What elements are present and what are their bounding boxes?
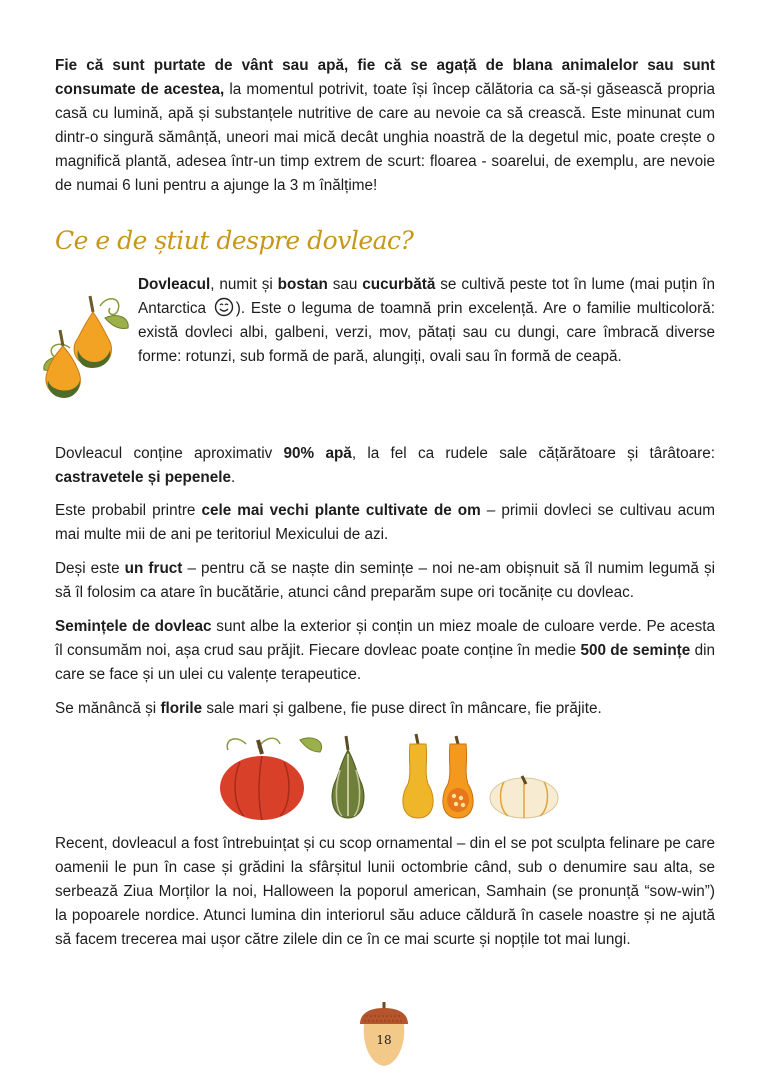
flowers-text-1: Se mănâncă și: [55, 700, 161, 717]
dovleac-text-2: sau: [327, 276, 363, 293]
intro-text: la momentul potrivit, toate își încep călătoria ca să-și găsească propria casă cu lumină, apă și substanțele nutritive de care au nevoie ca să crească. Este minunat cum dintr-o singură sămânță, uneori mai mică decât unghia noastră de la degetul mic, poate crește o magnifică plantă, adesea într-un timp extrem de scurt: floarea - soarelui, de exemplu, are nevoie de numai 6 luni pentru a ajunge la 3 m înălțime!: [55, 81, 715, 194]
water-paragraph: [55, 442, 715, 490]
seeds-text-1: sunt albe la exterior și conțin un miez moale de culoare verde. Pe acesta îl consumăm noi, așa crud sau prăjit. Fiecare dovleac poate conține în medie: [55, 618, 715, 659]
section-heading: Ce e de știut despre dovleac?: [55, 226, 414, 255]
dovleac-text-3: se cultivă peste tot în lume (mai puțin în Antarctica: [138, 276, 716, 317]
fruit-text-1: Deși este: [55, 560, 125, 577]
old-plants-paragraph: [55, 499, 715, 547]
fruit-bold-1: un fruct: [124, 560, 183, 577]
flowers-bold-1: florile: [160, 700, 203, 717]
water-text-2: , la fel ca rudele sale cățărătoare și târâtoare:: [351, 445, 715, 462]
water-bold-1: 90% apă: [283, 445, 352, 462]
dovleac-text-4: ). Este o leguma de toamnă prin excelență. Are o familie multicoloră: există dovleci albi, galbeni, verzi, mov, pătați sau cu dungi, care îmbracă diverse forme: rotunzi, sub formă de pară, alungiți, ovali sau în formă de ceapă.: [138, 300, 715, 365]
seeds-bold-1: Semințele de dovleac: [55, 618, 212, 635]
dovleac-paragraph: [138, 273, 715, 369]
old-text-1: Este probabil printre: [55, 502, 202, 519]
water-bold-2: castravetele și pepenele: [55, 469, 232, 486]
halloween-paragraph: Recent, dovleacul a fost întrebuințat și cu scop ornamental – din el se pot sculpta felinare pe care oamenii le pun în case și grădini la sfârșitul lunii octombrie când, sub o denumire sau alta, se serbează Ziua Morților la noi, Halloween la poporul american, Samhain (se pronunță “sow-win”) la popoarele nordice. Atunci lumina din interiorul său aduce căldură în casele noastre și ne ajută să facem trecerea mai ușor către zilele din ce în ce mai scurte și nopțile tot mai lungi.: [55, 835, 715, 948]
seeds-text-2: din care se face și un ulei cu valențe terapeutice.: [55, 642, 715, 683]
water-text-1: Dovleacul conține aproximativ: [55, 445, 284, 462]
fruit-paragraph: [55, 557, 715, 605]
dovleac-bold-3: cucurbătă: [362, 276, 436, 293]
dovleac-bold-1: Dovleacul: [138, 276, 211, 293]
intro-bold: Fie că sunt purtate de vânt sau apă, fie că se agață de blana animalelor sau sunt consumate de acestea,: [55, 57, 715, 98]
dovleac-paragraph-block: [138, 273, 715, 369]
old-text-2: – primii dovleci se cultivau acum mai multe mii de ani pe teritoriul Mexicului de azi.: [55, 502, 715, 543]
dovleac-bold-2: bostan: [277, 276, 328, 293]
smiley-face-icon: [214, 297, 234, 317]
green-gourd-icon: [332, 736, 364, 818]
old-bold-1: cele mai vechi plante cultivate de om: [201, 502, 481, 519]
red-pumpkin-icon: [220, 738, 322, 820]
gourds-illustration: [30, 288, 135, 400]
page-number: 18: [376, 1033, 392, 1047]
white-pumpkin-icon: [490, 776, 558, 818]
dovleac-text-1: , numit și: [210, 276, 278, 293]
seeds-bold-2: 500 de semințe: [580, 642, 691, 659]
squash-row-illustration: [218, 730, 560, 822]
flowers-paragraph: [55, 697, 715, 721]
seeds-paragraph: [55, 615, 715, 687]
fruit-text-2: – pentru că se naște din semințe – noi ne-am obișnuit să îl numim legumă și să îl folosim ca atare în bucătărie, atunci când preparăm supe ori tocănițe cu dovleac.: [55, 560, 715, 601]
butternut-squash-icon: [403, 734, 473, 818]
flowers-text-2: sale mari și galbene, fie puse direct în mâncare, fie prăjite.: [202, 700, 602, 717]
intro-paragraph: [55, 54, 715, 198]
water-text-3: .: [231, 469, 236, 486]
